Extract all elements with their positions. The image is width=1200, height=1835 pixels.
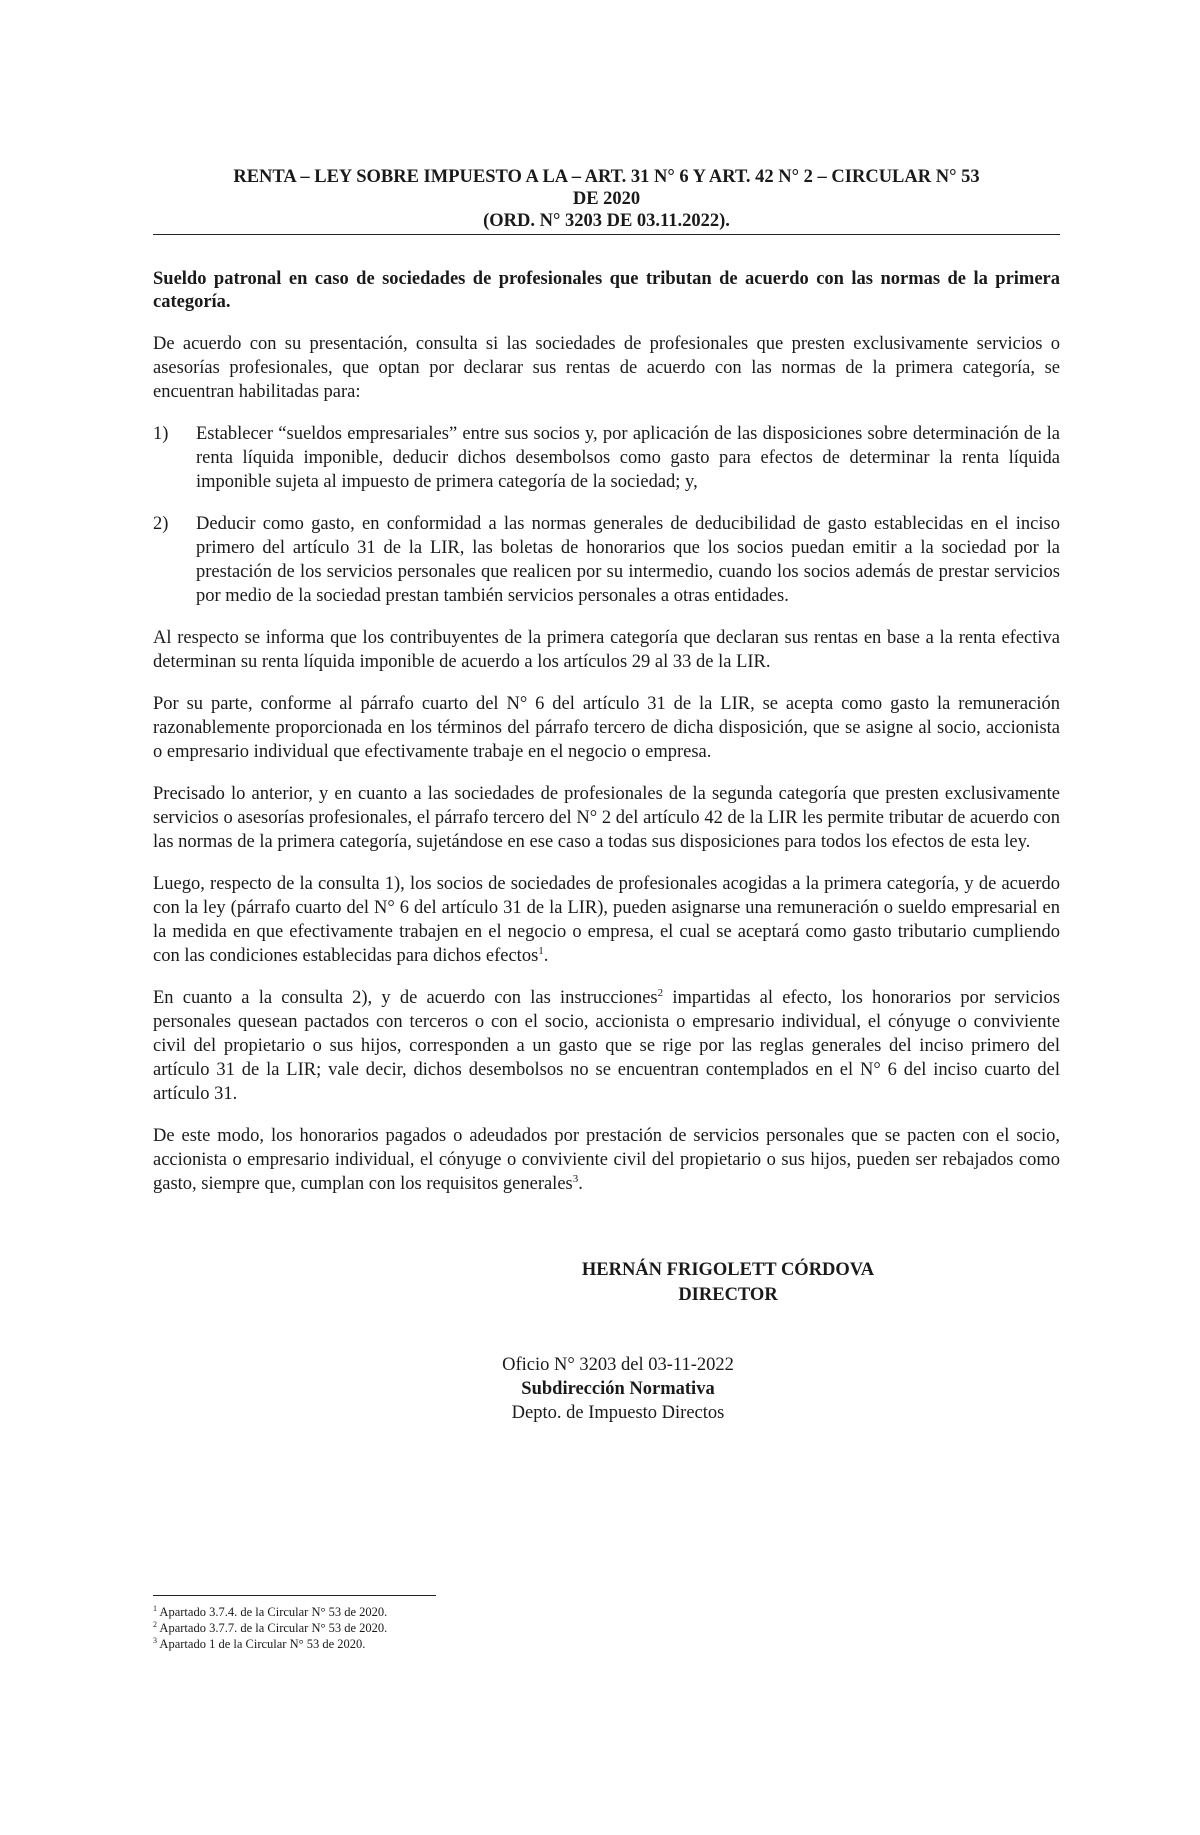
paragraph-6	[153, 1124, 1060, 1196]
footnote-divider	[153, 1595, 436, 1596]
footnotes	[153, 1604, 387, 1652]
office-block	[433, 1353, 803, 1425]
signature-block	[543, 1258, 913, 1308]
footnote-number: 3	[153, 1635, 157, 1645]
list-number: 2)	[153, 514, 169, 534]
header-line-1: RENTA – LEY SOBRE IMPUESTO A LA – ART. 31 N° 6 Y ART. 42 N° 2 – CIRCULAR N° 53	[233, 167, 980, 187]
list-item	[153, 512, 1060, 608]
paragraph-4-end: .	[543, 946, 549, 966]
header-line-2: DE 2020	[572, 189, 641, 209]
footnote-item	[153, 1604, 387, 1620]
paragraph-2: Por su parte, conforme al párrafo cuarto del N° 6 del artículo 31 de la LIR, se acepta como gasto la remuneración razonablemente proporcionada en los términos del párrafo tercero de dicha disposición, que se asigne al socio, accionista o empresario individual que efectivamente trabaje en el negocio o empresa.	[153, 694, 1060, 762]
list-number: 1)	[153, 424, 169, 444]
footnote-item	[153, 1620, 387, 1636]
paragraph-4	[153, 872, 1060, 968]
paragraph-5-text-b: impartidas al efecto, los honorarios por servicios personales quesean pactados con terceros o con el socio, accionista o empresario individual, el cónyuge o conviviente civil del propietario o sus hijos, corresponden a un gasto que se rige por las reglas generales del inciso primero del artículo 31 de la LIR; vale decir, dichos desembolsos no se encuentran contemplados en el N° 6 del inciso cuarto del artículo 31.	[153, 988, 1060, 1104]
paragraph-6-text: De este modo, los honorarios pagados o adeudados por prestación de servicios personales que se pacten con el socio, accionista o empresario individual, el cónyuge o conviviente civil del propietario o sus hijos, pueden ser rebajados como gasto, siempre que, cumplan con los requisitos generales	[153, 1126, 1060, 1194]
footnote-ref-1: 1	[538, 944, 544, 957]
document-page	[153, 166, 1060, 1425]
paragraph-4-text: Luego, respecto de la consulta 1), los socios de sociedades de profesionales acogidas a la primera categoría, y de acuerdo con la ley (párrafo cuarto del N° 6 del artículo 31 de la LIR), pueden asignarse una remuneración o sueldo empresarial en la medida en que efectivamente trabajen en el negocio o empresa, el cual se aceptará como gasto tributario cumpliendo con las condiciones establecidas para dichos efectos	[153, 874, 1060, 966]
document-header	[153, 166, 1060, 235]
signatory-title: DIRECTOR	[678, 1285, 778, 1305]
footnote-ref-3: 3	[572, 1172, 579, 1185]
footnote-number: 2	[153, 1619, 157, 1629]
footnote-text: Apartado 3.7.7. de la Circular N° 53 de 2020.	[157, 1621, 388, 1635]
footnote-ref-2: 2	[657, 986, 664, 999]
intro-paragraph: De acuerdo con su presentación, consulta si las sociedades de profesionales que presten exclusivamente servicios o asesorías profesionales, que optan por declarar sus rentas de acuerdo con las normas de la primera categoría, se encuentran habilitadas para:	[153, 334, 1060, 402]
paragraph-1: Al respecto se informa que los contribuyentes de la primera categoría que declaran sus rentas en base a la renta efectiva determinan su renta líquida imponible de acuerdo a los artículos 29 al 33 de la LIR.	[153, 628, 1060, 672]
department-name: Depto. de Impuesto Directos	[511, 1403, 725, 1423]
footnote-text: Apartado 3.7.4. de la Circular N° 53 de 2020.	[157, 1605, 388, 1619]
signatory-name: HERNÁN FRIGOLETT CÓRDOVA	[581, 1260, 875, 1280]
list-text: Deducir como gasto, en conformidad a las normas generales de deducibilidad de gasto establecidas en el inciso primero del artículo 31 de la LIR, las boletas de honorarios que los socios puedan emitir a la sociedad por la prestación de los servicios personales que realicen por su intermedio, cuando los socios además de prestar servicios por medio de la sociedad prestan también servicios personales a otras entidades.	[196, 514, 1060, 606]
paragraph-3: Precisado lo anterior, y en cuanto a las sociedades de profesionales de la segunda categoría que presten exclusivamente servicios o asesorías profesionales, el párrafo tercero del N° 2 del artículo 42 de la LIR les permite tributar de acuerdo con las normas de la primera categoría, sujetándose en ese caso a todas sus disposiciones para todos los efectos de esta ley.	[153, 784, 1060, 852]
paragraph-5-text-a: En cuanto a la consulta 2), y de acuerdo con las instrucciones	[153, 988, 658, 1008]
subdireccion-name: Subdirección Normativa	[521, 1379, 715, 1399]
paragraph-6-end: .	[578, 1174, 583, 1194]
footnote-item	[153, 1636, 387, 1652]
oficio-reference: Oficio N° 3203 del 03-11-2022	[502, 1355, 734, 1375]
footnote-text: Apartado 1 de la Circular N° 53 de 2020.	[157, 1637, 366, 1651]
list-text: Establecer “sueldos empresariales” entre sus socios y, por aplicación de las disposiciones sobre determinación de la renta líquida imponible, deducir dichos desembolsos como gasto para efectos de determinar la renta líquida imponible sujeta al impuesto de primera categoría de la sociedad; y,	[196, 424, 1060, 492]
header-line-3: (ORD. N° 3203 DE 03.11.2022).	[483, 211, 730, 231]
footnote-number: 1	[153, 1603, 157, 1613]
paragraph-5	[153, 986, 1060, 1106]
document-subject: Sueldo patronal en caso de sociedades de profesionales que tributan de acuerdo con las normas de la primera categoría.	[153, 269, 1060, 312]
list-item	[153, 422, 1060, 494]
